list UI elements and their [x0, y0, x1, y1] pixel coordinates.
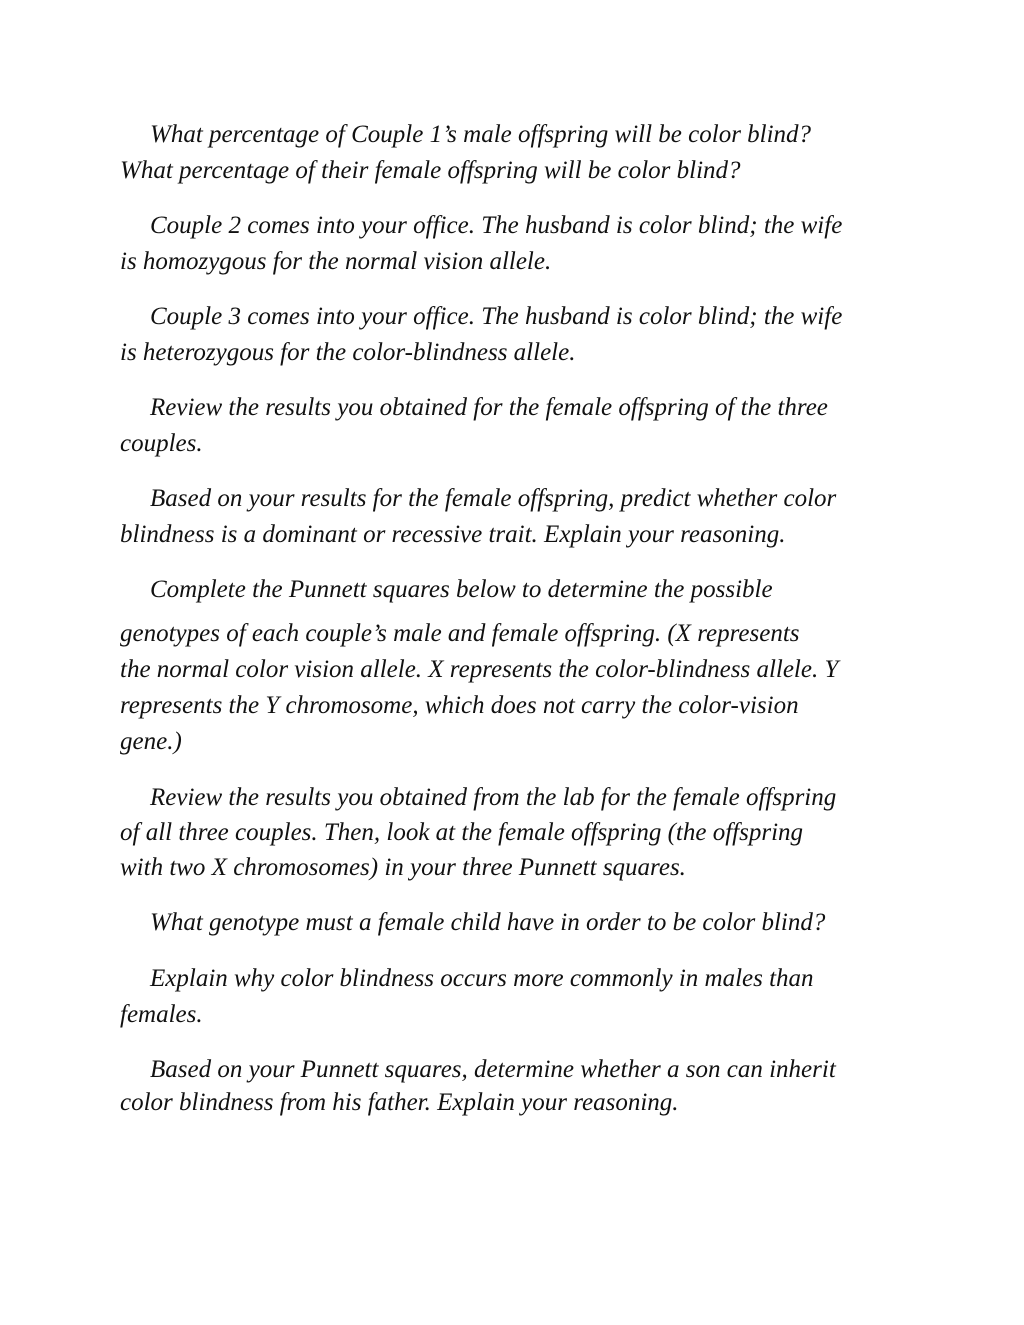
paragraph-6-line-5: gene.) [120, 728, 182, 755]
paragraph-3-line-2: is heterozygous for the color-blindness allele. [120, 339, 576, 366]
paragraph-8-line-1: What genotype must a female child have in order to be color blind? [150, 909, 826, 936]
paragraph-9-line-1: Explain why color blindness occurs more commonly in males than [150, 965, 814, 992]
paragraph-6-line-4: represents the Y chromosome, which does not carry the color-vision [120, 692, 799, 719]
paragraph-5-line-1: Based on your results for the female offspring, predict whether color [150, 485, 837, 512]
paragraph-2-line-1: Couple 2 comes into your office. The husband is color blind; the wife [150, 212, 843, 239]
paragraph-1-line-1: What percentage of Couple 1’s male offspring will be color blind? [150, 121, 812, 148]
paragraph-6-line-1: Complete the Punnett squares below to determine the possible [150, 576, 773, 603]
paragraph-7-line-2: of all three couples. Then, look at the female offspring (the offspring [120, 819, 804, 846]
paragraph-1-line-2: What percentage of their female offspring will be color blind? [120, 157, 741, 184]
paragraph-10-line-1: Based on your Punnett squares, determine whether a son can inherit [150, 1056, 836, 1083]
paragraph-4-line-1: Review the results you obtained for the female offspring of the three [150, 394, 828, 421]
paragraph-7-line-1: Review the results you obtained from the lab for the female offspring [150, 784, 837, 811]
paragraph-10-line-2: color blindness from his father. Explain your reasoning. [120, 1089, 679, 1116]
paragraph-3-line-1: Couple 3 comes into your office. The husband is color blind; the wife [150, 303, 843, 330]
paragraph-6-line-2: genotypes of each couple’s male and female offspring. (X represents [120, 620, 800, 647]
paragraph-4-line-2: couples. [120, 430, 203, 457]
paragraph-2-line-2: is homozygous for the normal vision allele. [120, 248, 552, 275]
paragraph-9-line-2: females. [120, 1001, 203, 1028]
paragraph-6-line-3: the normal color vision allele. X represents the color-blindness allele. Y [120, 656, 839, 683]
paragraph-7-line-3: with two X chromosomes) in your three Punnett squares. [120, 854, 686, 881]
paragraph-5-line-2: blindness is a dominant or recessive trait. Explain your reasoning. [120, 521, 786, 548]
